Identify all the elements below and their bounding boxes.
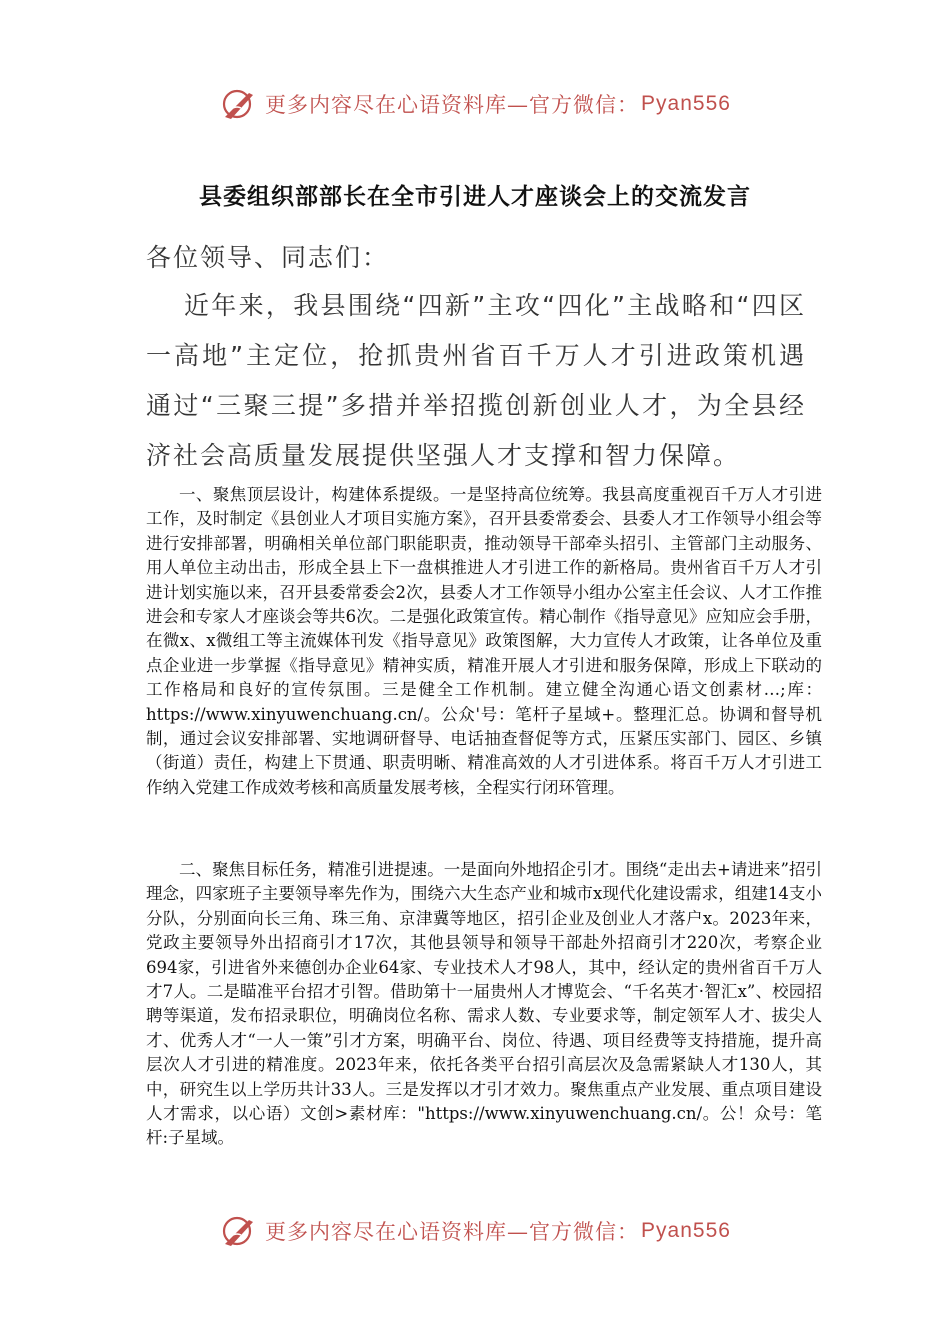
body-paragraph-1: 一、聚焦顶层设计，构建体系提级。一是坚持高位统筹。我县高度重视百千万人才引进工作，及时制定《县创业人才项目实施方案》，召开县委常委会、县委人才工作领导小组会等进行安排部署，明确相关单位部门职能职责，推动领导干部牵头招引、主管部门主动服务、用人单位主动出击，形成全县上下一盘棋推进人才引进工作的新格局。贵州省百千万人才引进计划实施以来，召开县委常委会2次，县委人才工作领导小组办公室主任会议、人才工作推进会和专家人才座谈会等共6次。二是强化政策宣传。精心制作《指导意见》应知应会手册，在微x、x微组工等主流媒体刊发《指导意见》政策图解，大力宣传人才政策，让各单位及重点企业进一步掌握《指导意见》精神实质，精准开展人才引进和服务保障，形成上下联动的工作格局和良好的宣传氛围。三是健全工作机制。建立健全沟通心语文创素材…;库：https://www.xinyuwenchuang.cn/。公众'号：笔杆子星域+。整理汇总。协调和督导机制，通过会议安排部署、实地调研督导、电话抽查督促等方式，压紧压实部门、园区、乡镇（街道）责任，构建上下贯通、职责明晰、精准高效的人才引进体系。将百千万人才引进工作纳入党建工作成效考核和高质量发展考核，全程实行闭环管理。 [146,485,822,797]
watermark-text: 更多内容尽在心语资料库—官方微信： [265,1220,640,1244]
pen-circle-logo-icon [219,1213,259,1249]
watermark-wechat-id: Pyan556 [641,1219,731,1242]
header-watermark [0,86,950,122]
intro-paragraph: 近年来，我县围绕“四新”主攻“四化”主战略和“四区一高地”主定位，抢抓贵州省百千万人才引进政策机遇通过“三聚三提”多措并举招揽创新创业人才，为全县经济社会高质量发展提供坚强人才支撑和智力保障。 [146,291,806,470]
footer-watermark [0,1213,950,1249]
watermark-text: 更多内容尽在心语资料库—官方微信： [265,93,640,117]
document-title: 县委组织部部长在全市引进人才座谈会上的交流发言 [199,184,751,210]
pen-circle-logo-icon [219,86,259,122]
body-paragraph-2: 二、聚焦目标任务，精准引进提速。一是面向外地招企引才。围绕“走出去+请进来”招引理念，四家班子主要领导率先作为，围绕六大生态产业和城市x现代化建设需求，组建14支小分队，分别面向长三角、珠三角、京津冀等地区，招引企业及创业人才落户x。2023年来，党政主要领导外出招商引才17次，其他县领导和领导干部赴外招商引才220次，考察企业694家，引进省外来德创办企业64家、专业技术人才98人，其中，经认定的贵州省百千万人才7人。二是瞄准平台招才引智。借助第十一届贵州人才博览会、“千名英才·智汇x”、校园招聘等渠道，发布招录职位，明确岗位名称、需求人数、专业要求等，制定领军人才、拔尖人才、优秀人才“一人一策”引才方案，明确平台、岗位、待遇、项目经费等支持措施，提升高层次人才引进的精准度。2023年来，依托各类平台招引高层次及急需紧缺人才130人，其中，研究生以上学历共计33人。三是发挥以才引才效力。聚焦重点产业发展、重点项目建设人才需求，以心语）文创>素材库："https://www.xinyuwenchuang.cn/。公！众号：笔杆:子星域。 [146,860,822,1148]
greeting: 各位领导、同志们： [146,243,390,272]
watermark-wechat-id: Pyan556 [641,92,731,115]
